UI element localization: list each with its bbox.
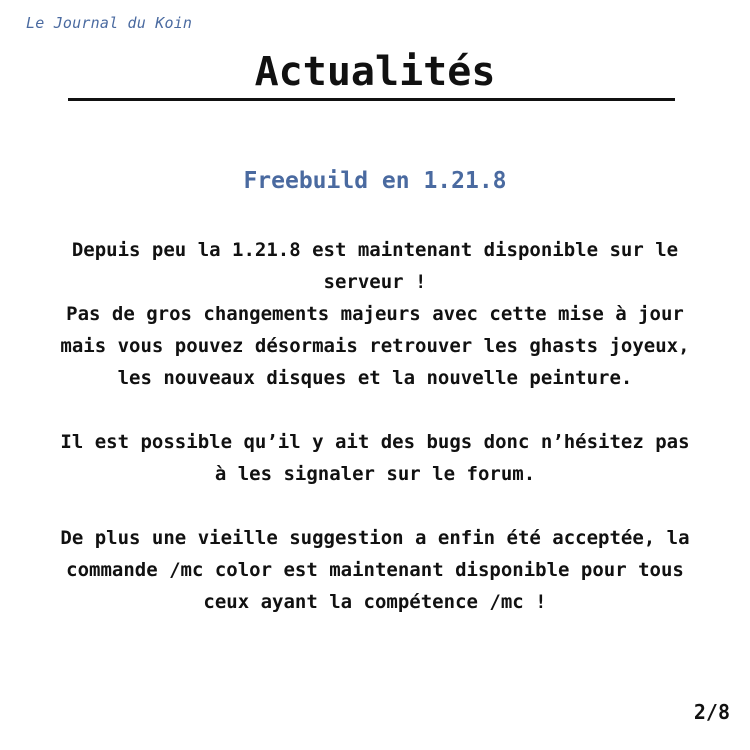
page-title: Actualités bbox=[254, 49, 496, 95]
article-paragraph bbox=[60, 234, 690, 394]
paragraph-line: Il est possible qu’il y ait des bugs donc n’hésitez pas à les signaler sur le forum. bbox=[60, 431, 690, 485]
article-paragraph bbox=[60, 426, 690, 490]
article-paragraph bbox=[60, 522, 690, 618]
article-body bbox=[60, 234, 690, 618]
page-indicator: 2/8 bbox=[693, 700, 730, 724]
paragraph-line: De plus une vieille suggestion a enfin été acceptée, la commande /mc color est maintenant disponible pour tous ceux ayant la compétence /mc ! bbox=[60, 527, 690, 613]
title-divider bbox=[68, 98, 675, 101]
paragraph-line: Pas de gros changements majeurs avec cette mise à jour mais vous pouvez désormais retrouver les ghasts joyeux, les nouveaux disques et la nouvelle peinture. bbox=[60, 303, 690, 389]
publication-name: Le Journal du Koin bbox=[26, 14, 193, 32]
paragraph-line: Depuis peu la 1.21.8 est maintenant disponible sur le serveur ! bbox=[71, 239, 679, 293]
article-title: Freebuild en 1.21.8 bbox=[243, 168, 507, 194]
